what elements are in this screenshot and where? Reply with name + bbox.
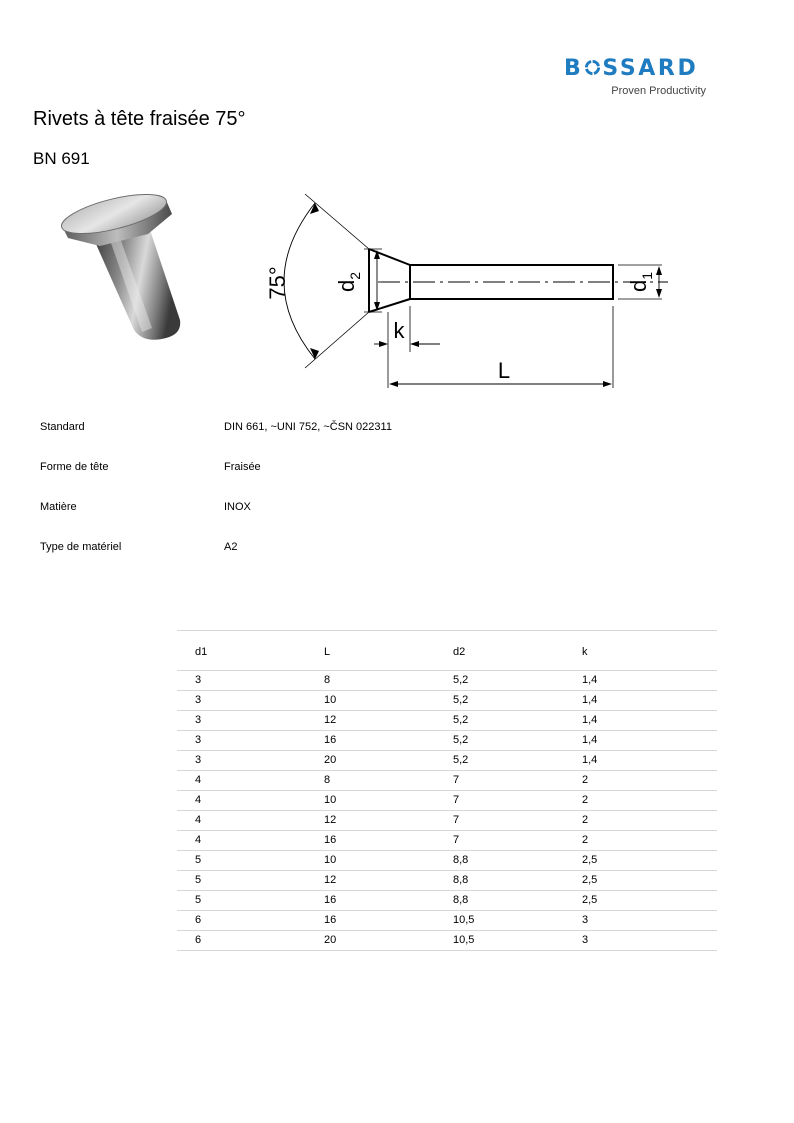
table-row [177, 774, 717, 794]
table-row [177, 854, 717, 874]
property-value: INOX [224, 501, 251, 513]
table-cell: 20 [324, 934, 337, 946]
property-label: Matière [40, 501, 77, 513]
table-cell: 5,2 [453, 734, 469, 746]
table-rule [177, 790, 717, 791]
table-cell: 1,4 [582, 754, 598, 766]
table-cell: 8,8 [453, 874, 469, 886]
brand-wordmark: B SSARD [564, 56, 699, 81]
property-label: Type de matériel [40, 541, 122, 553]
property-row [40, 461, 460, 477]
table-cell: 3 [195, 754, 202, 766]
table-rule [177, 890, 717, 891]
table-cell: 8 [324, 774, 331, 786]
table-rule [177, 690, 717, 691]
property-row [40, 541, 460, 557]
table-rule [177, 910, 717, 911]
table-cell: 7 [453, 774, 460, 786]
table-cell: 10 [324, 694, 337, 706]
technical-drawing [258, 186, 678, 396]
table-cell: 3 [195, 734, 202, 746]
table-cell: 1,4 [582, 734, 598, 746]
table-cell: 2,5 [582, 854, 598, 866]
table-row [177, 834, 717, 854]
table-cell: 2,5 [582, 874, 598, 886]
table-row [177, 874, 717, 894]
k-label: k [393, 318, 405, 343]
table-cell: 12 [324, 714, 337, 726]
table-cell: 7 [453, 794, 460, 806]
table-row [177, 734, 717, 754]
table-cell: 10,5 [453, 914, 475, 926]
table-cell: 6 [195, 914, 202, 926]
table-rule [177, 810, 717, 811]
brand-logo [564, 56, 706, 100]
page-title: Rivets à tête fraisée 75° [33, 108, 246, 130]
property-value: DIN 661, ~UNI 752, ~ČSN 022311 [224, 421, 392, 433]
table-cell: 20 [324, 754, 337, 766]
table-rule [177, 630, 717, 631]
table-row [177, 794, 717, 814]
table-row [177, 674, 717, 694]
table-cell: 5,2 [453, 694, 469, 706]
d2-label: $d_2$ [334, 271, 363, 293]
property-value: A2 [224, 541, 238, 553]
table-cell: 16 [324, 914, 337, 926]
table-cell: 1,4 [582, 694, 598, 706]
table-rule [177, 670, 717, 671]
table-cell: 12 [324, 874, 337, 886]
table-cell: 4 [195, 814, 202, 826]
table-row [177, 754, 717, 774]
table-cell: 5,2 [453, 754, 469, 766]
table-rule [177, 950, 717, 951]
table-rule [177, 730, 717, 731]
table-cell: 8 [324, 674, 331, 686]
table-rule [177, 770, 717, 771]
table-cell: 7 [453, 814, 460, 826]
table-cell: 2 [582, 834, 589, 846]
property-label: Forme de tête [40, 461, 109, 473]
table-rule [177, 850, 717, 851]
table-cell: 4 [195, 834, 202, 846]
table-cell: 3 [195, 714, 202, 726]
table-header-cell: d2 [453, 646, 466, 658]
table-row [177, 694, 717, 714]
table-cell: 2 [582, 794, 589, 806]
table-cell: 3 [582, 914, 589, 926]
table-cell: 4 [195, 774, 202, 786]
brand-ring-icon [584, 59, 601, 76]
table-header-cell: L [324, 646, 331, 658]
table-rule [177, 830, 717, 831]
table-cell: 3 [195, 674, 202, 686]
table-cell: 16 [324, 894, 337, 906]
table-header-cell: d1 [195, 646, 208, 658]
table-row [177, 914, 717, 934]
table-cell: 6 [195, 934, 202, 946]
table-row [177, 814, 717, 834]
table-cell: 5 [195, 874, 202, 886]
table-cell: 10,5 [453, 934, 475, 946]
rivet-photo [48, 188, 198, 348]
table-cell: 2 [582, 774, 589, 786]
table-cell: 2 [582, 814, 589, 826]
table-cell: 8,8 [453, 894, 469, 906]
table-cell: 16 [324, 734, 337, 746]
table-rule [177, 930, 717, 931]
table-rule [177, 750, 717, 751]
brand-tagline: Proven Productivity [611, 85, 706, 97]
table-cell: 10 [324, 854, 337, 866]
table-cell: 5,2 [453, 714, 469, 726]
table-header-row [177, 646, 717, 666]
table-header-cell: k [582, 646, 588, 658]
table-row [177, 714, 717, 734]
table-rule [177, 710, 717, 711]
property-label: Standard [40, 421, 85, 433]
table-row [177, 894, 717, 914]
table-cell: 7 [453, 834, 460, 846]
table-cell: 8,8 [453, 854, 469, 866]
table-cell: 10 [324, 794, 337, 806]
table-row [177, 934, 717, 954]
angle-label: 75° [265, 266, 290, 300]
property-row [40, 421, 460, 437]
table-cell: 2,5 [582, 894, 598, 906]
table-cell: 3 [582, 934, 589, 946]
page-subtitle: BN 691 [33, 149, 90, 168]
table-cell: 5,2 [453, 674, 469, 686]
property-value: Fraisée [224, 461, 261, 473]
table-cell: 1,4 [582, 714, 598, 726]
property-row [40, 501, 460, 517]
table-cell: 16 [324, 834, 337, 846]
length-label: L [497, 358, 511, 383]
table-cell: 4 [195, 794, 202, 806]
table-rule [177, 870, 717, 871]
table-cell: 3 [195, 694, 202, 706]
table-cell: 12 [324, 814, 337, 826]
table-cell: 5 [195, 894, 202, 906]
table-cell: 5 [195, 854, 202, 866]
d1-label: $d_1$ [626, 271, 655, 293]
table-cell: 1,4 [582, 674, 598, 686]
